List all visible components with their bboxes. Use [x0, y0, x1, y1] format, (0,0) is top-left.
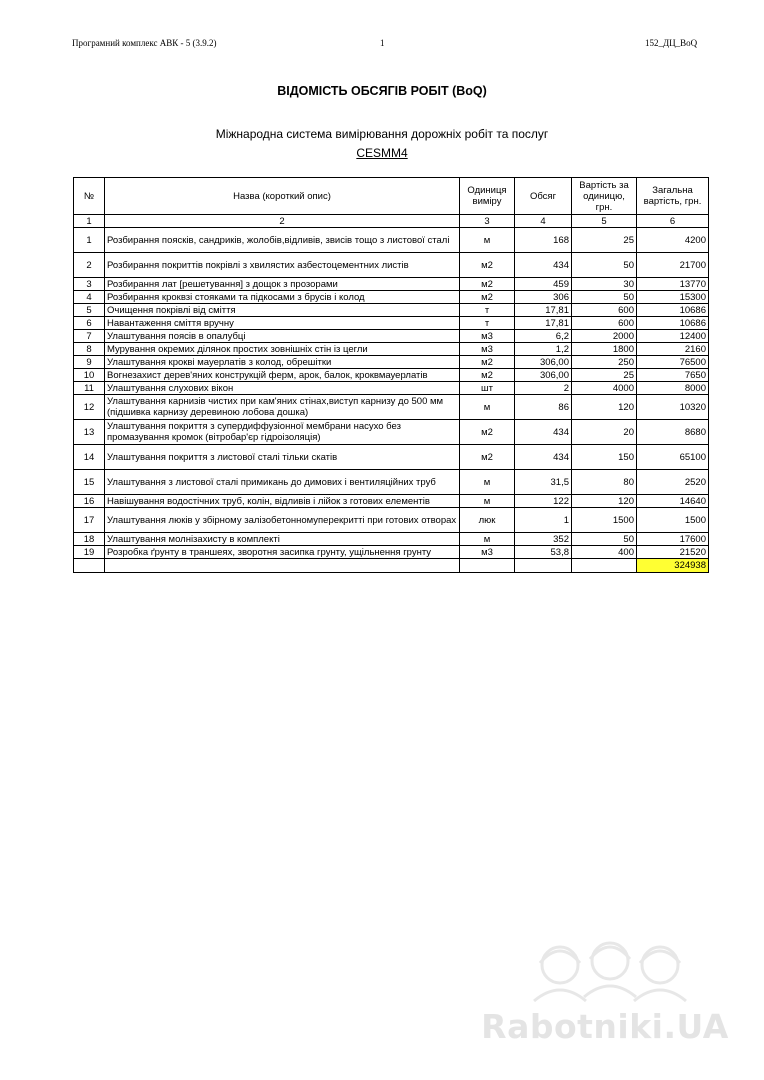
document-subtitle: Міжнародна система вимірювання дорожніх робіт та послуг: [215, 127, 549, 141]
unit-of-measure: м2: [460, 253, 515, 278]
line-total: 17600: [637, 533, 709, 546]
empty-cell: [460, 559, 515, 573]
unit-of-measure: т: [460, 317, 515, 330]
column-number: 5: [572, 215, 637, 228]
unit-rate: 250: [572, 356, 637, 369]
table-row: [74, 382, 709, 395]
work-description: Улаштування покриття з супердиффузіонної мембрани насухо без промазування кромок (вітробар'єр гідроізоляція): [105, 420, 460, 445]
table-row: [74, 330, 709, 343]
column-number: 1: [74, 215, 105, 228]
row-number: 10: [74, 369, 105, 382]
line-total: 13770: [637, 278, 709, 291]
line-total: 12400: [637, 330, 709, 343]
line-total: 1500: [637, 508, 709, 533]
table-row: [74, 533, 709, 546]
unit-rate: 600: [572, 304, 637, 317]
unit-rate: 2000: [572, 330, 637, 343]
row-number: 7: [74, 330, 105, 343]
quantity: 86: [515, 395, 572, 420]
table-row: [74, 395, 709, 420]
unit-rate: 25: [572, 369, 637, 382]
work-description: Очищення покрівлі від сміття: [105, 304, 460, 317]
unit-of-measure: м2: [460, 420, 515, 445]
table-row: [74, 317, 709, 330]
row-number: 2: [74, 253, 105, 278]
empty-cell: [572, 559, 637, 573]
unit-rate: 400: [572, 546, 637, 559]
table-row: [74, 228, 709, 253]
grand-total: 324938: [637, 559, 709, 573]
standard-code-text: CESMM4: [356, 146, 408, 160]
line-total: 7650: [637, 369, 709, 382]
unit-of-measure: м3: [460, 330, 515, 343]
unit-rate: 20: [572, 420, 637, 445]
unit-rate: 120: [572, 495, 637, 508]
column-number: 3: [460, 215, 515, 228]
unit-rate: 50: [572, 253, 637, 278]
unit-rate: 1800: [572, 343, 637, 356]
table-row: [74, 278, 709, 291]
quantity: 306,00: [515, 356, 572, 369]
unit-of-measure: м2: [460, 445, 515, 470]
standard-code: [0, 146, 764, 160]
line-total: 10320: [637, 395, 709, 420]
work-description: Навішування водостічних труб, колін, відливів і лійок з готових елементів: [105, 495, 460, 508]
row-number: 3: [74, 278, 105, 291]
table-row: [74, 369, 709, 382]
work-description: Улаштування кроквi мауерлатів з колод, обрешітки: [105, 356, 460, 369]
unit-of-measure: м: [460, 470, 515, 495]
line-total: 15300: [637, 291, 709, 304]
work-description: Мурування окремих ділянок простих зовнішніх стін із цегли: [105, 343, 460, 356]
empty-cell: [105, 559, 460, 573]
header-total: Загальна вартість, грн.: [637, 178, 709, 215]
quantity: 1: [515, 508, 572, 533]
table-row: [74, 445, 709, 470]
work-description: Улаштування молнізахисту в комплекті: [105, 533, 460, 546]
line-total: 21520: [637, 546, 709, 559]
unit-of-measure: м3: [460, 343, 515, 356]
quantity: 352: [515, 533, 572, 546]
work-description: Вогнезахист дерев'яних конструкцій ферм, арок, балок, кроквмауерлатів: [105, 369, 460, 382]
unit-of-measure: м: [460, 495, 515, 508]
table-row: [74, 495, 709, 508]
work-description: Улаштування поясів в опалубці: [105, 330, 460, 343]
line-total: 2520: [637, 470, 709, 495]
unit-of-measure: м2: [460, 356, 515, 369]
row-number: 19: [74, 546, 105, 559]
table-body: [74, 228, 709, 573]
unit-of-measure: м: [460, 395, 515, 420]
line-total: 8000: [637, 382, 709, 395]
quantity: 1,2: [515, 343, 572, 356]
work-description: Улаштування слухових вікон: [105, 382, 460, 395]
row-number: 14: [74, 445, 105, 470]
line-total: 10686: [637, 317, 709, 330]
empty-cell: [515, 559, 572, 573]
work-description: Розбирання лат [решетування] з дощок з прозорами: [105, 278, 460, 291]
quantity: 168: [515, 228, 572, 253]
column-number: 2: [105, 215, 460, 228]
quantity: 434: [515, 420, 572, 445]
line-total: 76500: [637, 356, 709, 369]
unit-rate: 150: [572, 445, 637, 470]
grand-total-row: [74, 559, 709, 573]
unit-of-measure: м2: [460, 369, 515, 382]
row-number: 18: [74, 533, 105, 546]
table-row: [74, 304, 709, 317]
row-number: 12: [74, 395, 105, 420]
unit-of-measure: м2: [460, 291, 515, 304]
quantity: 53,8: [515, 546, 572, 559]
quantity: 17,81: [515, 304, 572, 317]
unit-of-measure: м3: [460, 546, 515, 559]
column-number: 4: [515, 215, 572, 228]
table-row: [74, 420, 709, 445]
quantity: 459: [515, 278, 572, 291]
unit-rate: 4000: [572, 382, 637, 395]
row-number: 6: [74, 317, 105, 330]
unit-rate: 25: [572, 228, 637, 253]
table-row: [74, 508, 709, 533]
table-row: [74, 470, 709, 495]
work-description: Розбирання покриттів покрівлі з хвилястих азбестоцементних листів: [105, 253, 460, 278]
header-rate: Вартість за одиницю, грн.: [572, 178, 637, 215]
header-name: Назва (короткий опис): [105, 178, 460, 215]
header-num: №: [74, 178, 105, 215]
line-total: 8680: [637, 420, 709, 445]
unit-rate: 600: [572, 317, 637, 330]
header-qty: Обсяг: [515, 178, 572, 215]
line-total: 21700: [637, 253, 709, 278]
watermark-text: Rabotniki.UA: [481, 1007, 729, 1046]
quantity: 2: [515, 382, 572, 395]
unit-rate: 1500: [572, 508, 637, 533]
row-number: 1: [74, 228, 105, 253]
unit-of-measure: люк: [460, 508, 515, 533]
unit-rate: 50: [572, 533, 637, 546]
document-code: 152_ДЦ_BoQ: [645, 38, 698, 48]
unit-of-measure: м: [460, 533, 515, 546]
table-row: [74, 356, 709, 369]
table-row: [74, 343, 709, 356]
quantity: 306,00: [515, 369, 572, 382]
unit-of-measure: м2: [460, 278, 515, 291]
quantity: 434: [515, 253, 572, 278]
table-row: [74, 546, 709, 559]
quantity: 306: [515, 291, 572, 304]
table-header-row: [74, 178, 709, 215]
row-number: 13: [74, 420, 105, 445]
row-number: 17: [74, 508, 105, 533]
header-unit: Одиниця виміру: [460, 178, 515, 215]
quantity: 122: [515, 495, 572, 508]
quantity: 6,2: [515, 330, 572, 343]
row-number: 5: [74, 304, 105, 317]
unit-of-measure: м: [460, 228, 515, 253]
watermark: [480, 935, 730, 1055]
unit-of-measure: шт: [460, 382, 515, 395]
line-total: 14640: [637, 495, 709, 508]
line-total: 4200: [637, 228, 709, 253]
work-description: Улаштування з листової сталі примикань до димових і вентиляційних труб: [105, 470, 460, 495]
line-total: 65100: [637, 445, 709, 470]
page-number: 1: [380, 38, 385, 48]
unit-rate: 80: [572, 470, 637, 495]
unit-of-measure: т: [460, 304, 515, 317]
document-title: ВІДОМІСТЬ ОБСЯГІВ РОБІТ (BoQ): [277, 84, 487, 98]
table-row: [74, 253, 709, 278]
quantity: 434: [515, 445, 572, 470]
worker-helmet-icons: [520, 935, 700, 1003]
work-description: Розробка ґрунту в траншеях, зворотня засипка грунту, ущільнення грунту: [105, 546, 460, 559]
unit-rate: 50: [572, 291, 637, 304]
unit-rate: 30: [572, 278, 637, 291]
work-description: Улаштування покриття з листової сталі тільки скатів: [105, 445, 460, 470]
empty-cell: [74, 559, 105, 573]
work-description: Улаштування люків у збірному залізобетонномуперекритті при готових отворах: [105, 508, 460, 533]
quantity: 17,81: [515, 317, 572, 330]
row-number: 4: [74, 291, 105, 304]
column-number: 6: [637, 215, 709, 228]
quantity: 31,5: [515, 470, 572, 495]
row-number: 9: [74, 356, 105, 369]
work-description: Розбирання кроквзі стояками та підкосами з брусів і колод: [105, 291, 460, 304]
work-description: Навантаження сміття вручну: [105, 317, 460, 330]
work-description: Улаштування карнизів чистих при кам'яних стінах,виступ карнизу до 500 мм (підшивка карнизу деревиною лобова дошка): [105, 395, 460, 420]
table-row: [74, 291, 709, 304]
row-number: 16: [74, 495, 105, 508]
work-description: Розбирання поясків, сандриків, жолобів,відливів, звисів тощо з листової сталі: [105, 228, 460, 253]
boq-table: [73, 177, 709, 573]
software-header: Програмний комплекс АВК - 5 (3.9.2): [72, 38, 217, 48]
row-number: 15: [74, 470, 105, 495]
column-number-row: [74, 215, 709, 228]
row-number: 11: [74, 382, 105, 395]
line-total: 10686: [637, 304, 709, 317]
row-number: 8: [74, 343, 105, 356]
unit-rate: 120: [572, 395, 637, 420]
line-total: 2160: [637, 343, 709, 356]
